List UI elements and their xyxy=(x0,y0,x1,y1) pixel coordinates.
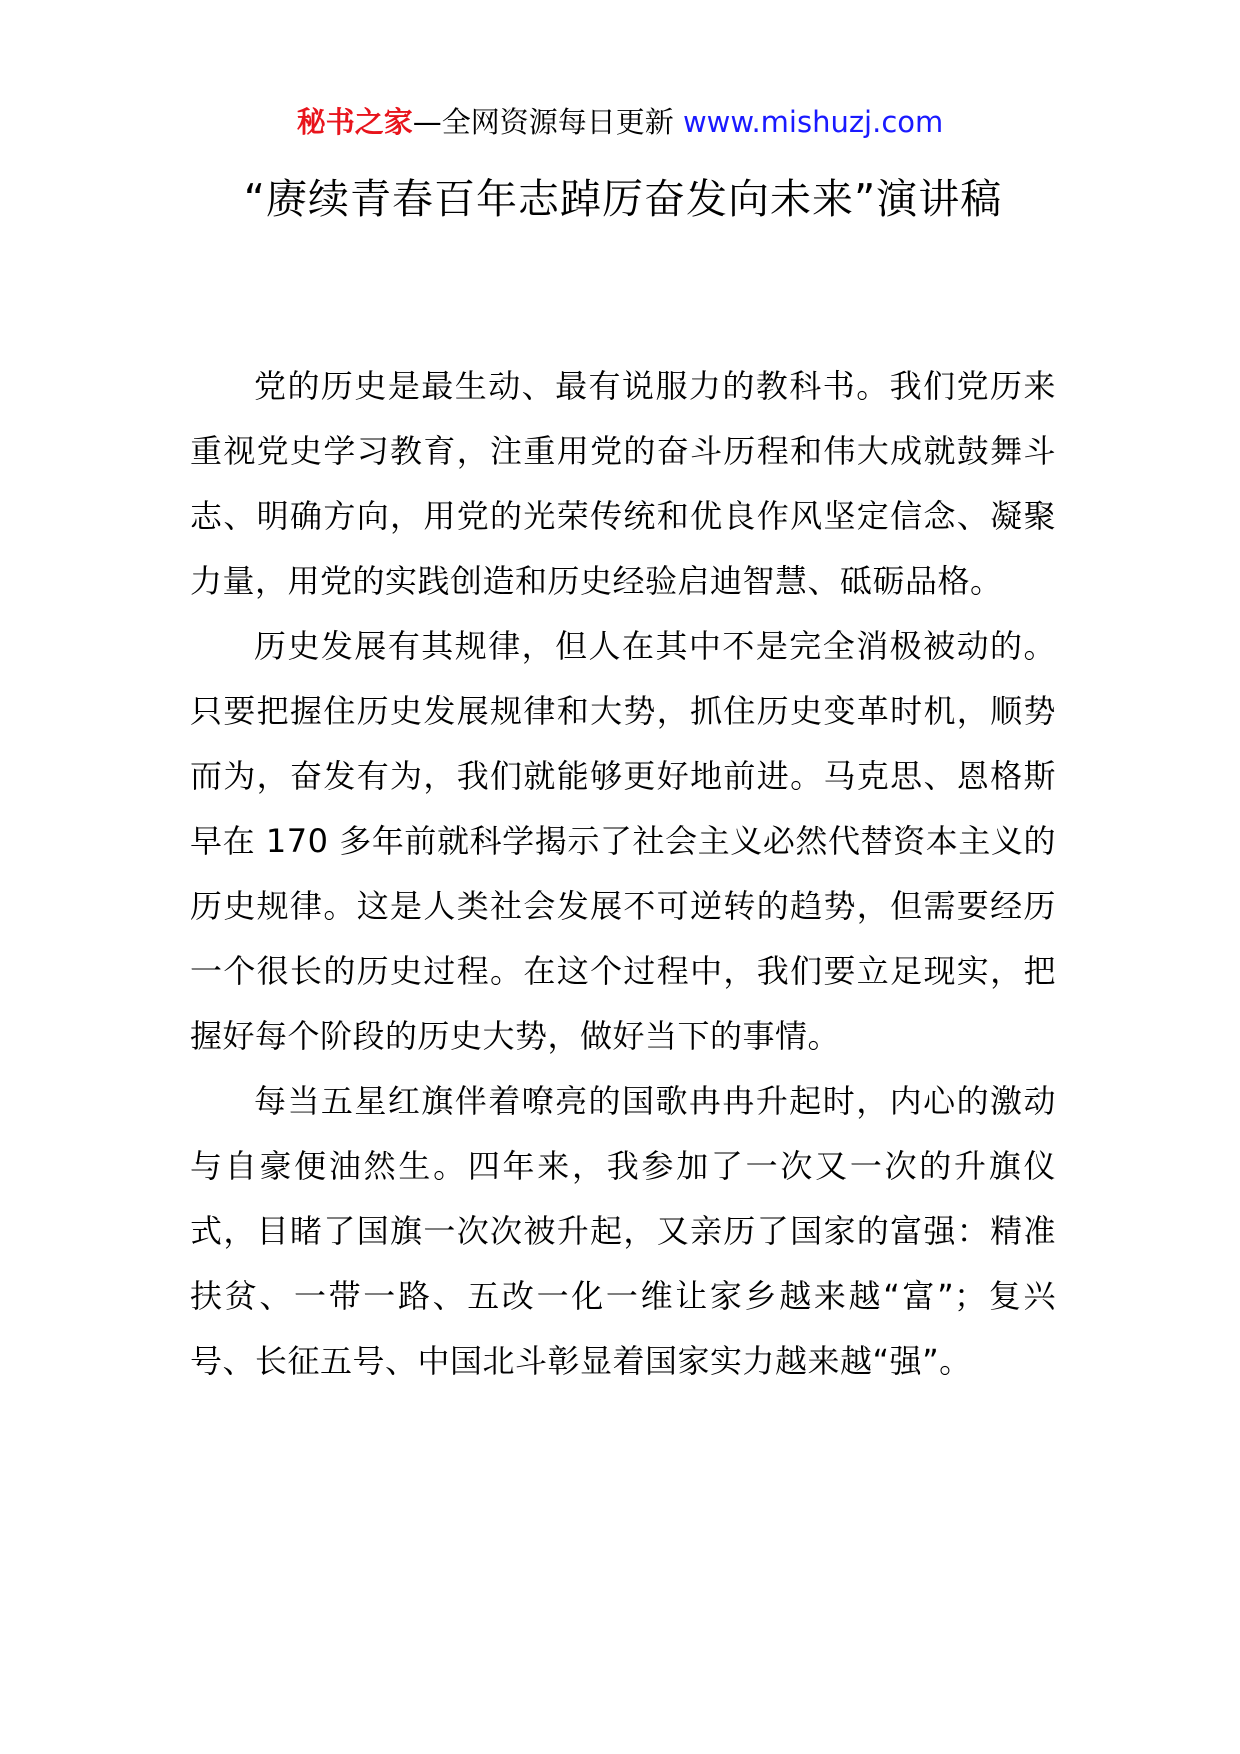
site-brand: 秘书之家 xyxy=(296,105,413,139)
paragraph: 党的历史是最生动、最有说服力的教科书。我们党历来重视党史学习教育，注重用党的奋斗历程和伟大成就鼓舞斗志、明确方向，用党的光荣传统和优良作风坚定信念、凝聚力量，用党的实践创造和历史经验启迪智慧、砥砺品格。 xyxy=(190,367,1056,600)
site-tagline: —全网资源每日更新 xyxy=(412,105,683,139)
site-url-link[interactable]: www.mishuzj.com xyxy=(682,105,944,139)
document-title: “赓续青春百年志踔厉奋发向未来”演讲稿 xyxy=(243,175,1003,223)
paragraph: 历史发展有其规律，但人在其中不是完全消极被动的。只要把握住历史发展规律和大势，抓住历史变革时机，顺势而为，奋发有为，我们就能够更好地前进。马克思、恩格斯早在 170 多年前就科学揭示了社会主义必然代替资本主义的历史规律。这是人类社会发展不可逆转的趋势，但需要经历一个很长的历史过程。在这个过程中，我们要立足现实，把握好每个阶段的历史大势，做好当下的事情。 xyxy=(190,627,1056,1055)
site-header xyxy=(0,102,1240,142)
document-body xyxy=(190,354,1056,1394)
paragraph: 每当五星红旗伴着嘹亮的国歌冉冉升起时，内心的激动与自豪便油然生。四年来，我参加了一次又一次的升旗仪式，目睹了国旗一次次被升起，又亲历了国家的富强：精准扶贫、一带一路、五改一化一维让家乡越来越“富”；复兴号、长征五号、中国北斗彰显着国家实力越来越“强”。 xyxy=(190,1082,1056,1380)
